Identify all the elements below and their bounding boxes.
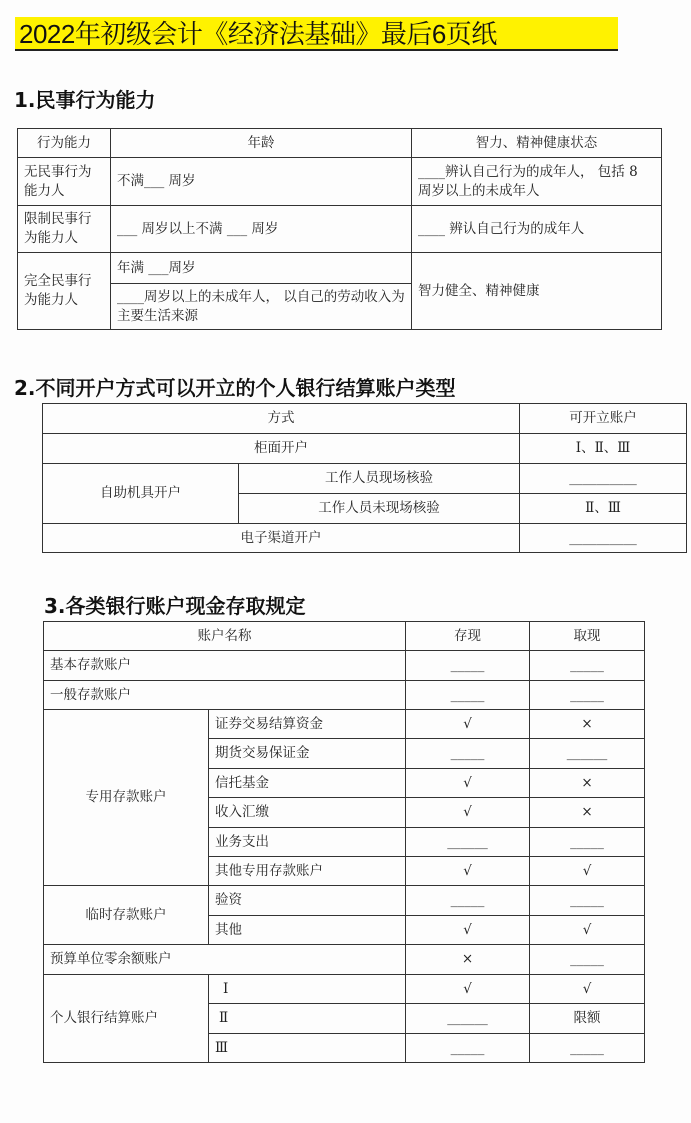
header-cell: 存现 [406,622,530,651]
mental-cell: 智力健全、精神健康 [412,253,662,330]
deposit-cell: √ [406,769,530,798]
capacity-type: 限制民事行为能力人 [18,206,111,253]
method-cell: 柜面开户 [43,434,520,464]
method-sub-cell: 工作人员未现场核验 [239,494,520,524]
method-sub-cell: 工作人员现场核验 [239,464,520,494]
account-opening-table [42,403,687,553]
deposit-cell: _____ [406,651,530,681]
withdraw-cell: _____ [530,1034,645,1063]
withdraw-cell: _____ [530,681,645,710]
value-cell: __________ [520,524,687,553]
age-cell: ___ 周岁以上不满 ___ 周岁 [111,206,412,253]
header-cell: 方式 [43,404,520,434]
header-cell: 取现 [530,622,645,651]
deposit-cell: ______ [406,828,530,857]
sub-account-name: Ⅱ [209,1004,406,1034]
withdraw-cell: _____ [530,651,645,681]
section1-heading: 1.民事行为能力 [14,88,156,112]
deposit-cell: _____ [406,681,530,710]
deposit-cell: _____ [406,739,530,769]
sub-account-name: Ⅲ [209,1034,406,1063]
sub-account-name: 其他专用存款账户 [209,857,406,886]
sub-account-name: 收入汇缴 [209,798,406,828]
method-cell: 电子渠道开户 [43,524,520,553]
account-name: 个人银行结算账户 [44,975,209,1063]
header-cell: 可开立账户 [520,404,687,434]
civil-capacity-table [17,128,662,330]
withdraw-cell: 限额 [530,1004,645,1034]
value-cell: Ⅰ、Ⅱ、Ⅲ [520,434,687,464]
section3-heading: 3.各类银行账户现金存取规定 [44,594,306,618]
header-cell: 行为能力 [18,129,111,158]
header-cell: 智力、精神健康状态 [412,129,662,158]
deposit-cell: √ [406,710,530,739]
section2-heading: 2.不同开户方式可以开立的个人银行结算账户类型 [14,376,456,400]
header-cell: 账户名称 [44,622,406,651]
withdraw-cell: _____ [530,945,645,975]
sub-account-name: 验资 [209,886,406,916]
age-cell: 不满___ 周岁 [111,158,412,206]
account-name: 临时存款账户 [44,886,209,945]
deposit-cell: √ [406,857,530,886]
sub-account-name: Ⅰ [209,975,406,1004]
deposit-cell: _____ [406,886,530,916]
method-cell: 自助机具开户 [43,464,239,524]
deposit-cell: × [406,945,530,975]
mental-cell: ____ 辨认自己行为的成年人 [412,206,662,253]
header-cell: 年龄 [111,129,412,158]
capacity-type: 无民事行为能力人 [18,158,111,206]
account-name: 基本存款账户 [44,651,406,681]
account-name: 一般存款账户 [44,681,406,710]
value-cell: Ⅱ、Ⅲ [520,494,687,524]
cash-rules-table [43,621,645,1063]
withdraw-cell: √ [530,916,645,945]
withdraw-cell: × [530,710,645,739]
withdraw-cell: √ [530,857,645,886]
page-title: 2022年初级会计《经济法基础》最后6页纸 [15,17,618,51]
sub-account-name: 业务支出 [209,828,406,857]
age-cell: 年满 ___周岁 [111,253,412,284]
account-name: 专用存款账户 [44,710,209,886]
mental-cell: ____辨认自己行为的成年人， 包括 8 周岁以上的未成年人 [412,158,662,206]
withdraw-cell: √ [530,975,645,1004]
deposit-cell: √ [406,916,530,945]
withdraw-cell: × [530,769,645,798]
withdraw-cell: ______ [530,739,645,769]
sub-account-name: 期货交易保证金 [209,739,406,769]
withdraw-cell: × [530,798,645,828]
sub-account-name: 证券交易结算资金 [209,710,406,739]
account-name: 预算单位零余额账户 [44,945,406,975]
deposit-cell: _____ [406,1034,530,1063]
deposit-cell: √ [406,798,530,828]
capacity-type: 完全民事行为能力人 [18,253,111,330]
value-cell: __________ [520,464,687,494]
deposit-cell: ______ [406,1004,530,1034]
sub-account-name: 信托基金 [209,769,406,798]
age-cell: ____周岁以上的未成年人， 以自己的劳动收入为主要生活来源 [111,284,412,330]
sub-account-name: 其他 [209,916,406,945]
deposit-cell: √ [406,975,530,1004]
withdraw-cell: _____ [530,828,645,857]
withdraw-cell: _____ [530,886,645,916]
